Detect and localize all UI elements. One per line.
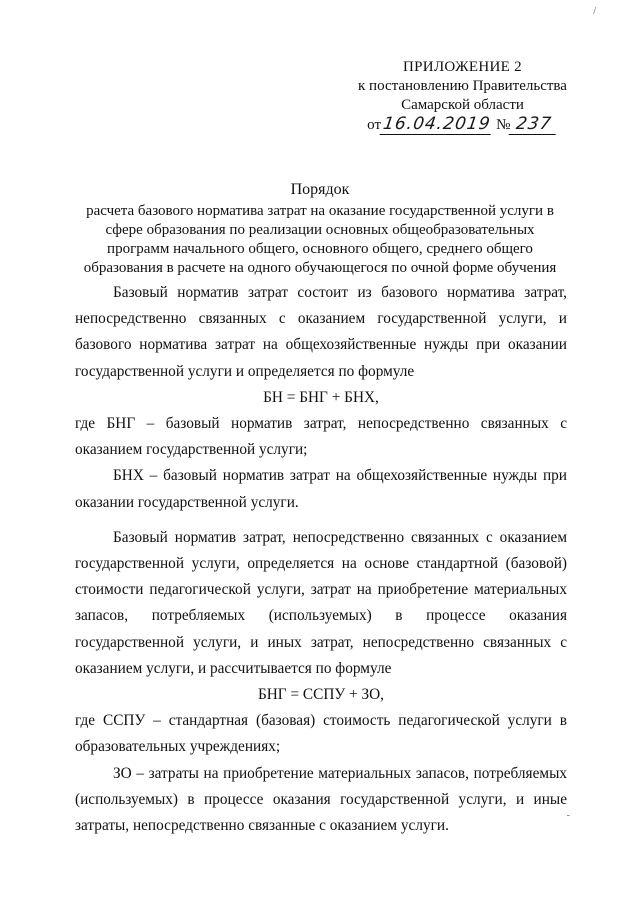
handwritten-date: 16.04.2019	[380, 115, 494, 135]
number-prefix: №	[496, 117, 511, 133]
bottom-mark: -	[566, 810, 570, 821]
document-heading	[70, 180, 570, 278]
heading-line-3: программ начального общего, основного общего, среднего общего	[107, 241, 533, 257]
annex-line-1: к постановлению Правительства	[358, 78, 567, 94]
heading-line-1: расчета базового норматива затрат на оказание государственной услуги в	[86, 203, 554, 219]
corner-mark: /	[593, 6, 596, 17]
paragraph-5: где ССПУ – стандартная (базовая) стоимость педагогической услуги в образовательных учреждениях;	[75, 712, 567, 756]
annex-line-2: Самарской области	[401, 97, 524, 113]
paragraph-1: Базовый норматив затрат состоит из базового норматива затрат, непосредственно связанных с оказанием государственной услуги, и базового норматива затрат на общехозяйственные нужды при оказании государственной услуги и определяется по формуле	[75, 284, 567, 380]
document-body	[75, 280, 567, 839]
annex-title: ПРИЛОЖЕНИЕ 2	[403, 59, 522, 75]
formula-2: БНГ = ССПУ + ЗО,	[257, 686, 385, 704]
paragraph-6: ЗО – затраты на приобретение материальных запасов, потребляемых (используемых) в процессе оказания государственной услуги, и иные затраты, непосредственно связанные с оказанием услуги.	[75, 764, 567, 835]
annex-date-line	[367, 115, 558, 135]
annex-block	[330, 58, 595, 135]
paragraph-3: БНХ – базовый норматив затрат на общехозяйственные нужды при оказании государственной услуги.	[75, 467, 567, 511]
paragraph-4: Базовый норматив затрат, непосредственно связанных с оказанием государственной услуги, определяется на основе стандартной (базовой) стоимости педагогической услуги, затрат на приобретение материальных запасов, потребляемых (используемых) в процессе оказания государственной услуги, и иных затрат, непосредственно связанных с оказанием услуги, и рассчитывается по формуле	[75, 528, 567, 677]
handwritten-number: 237	[509, 115, 559, 135]
date-prefix: от	[367, 117, 381, 133]
heading-line-2: сфере образования по реализации основных общеобразовательных	[105, 222, 535, 238]
heading-title: Порядок	[290, 181, 350, 198]
paragraph-2: где БНГ – базовый норматив затрат, непосредственно связанных с оказанием государственной услуги;	[75, 415, 567, 459]
heading-line-4: образования в расчете на одного обучающегося по очной форме обучения	[83, 260, 557, 276]
formula-1: БН = БНГ + БНХ,	[263, 388, 379, 406]
